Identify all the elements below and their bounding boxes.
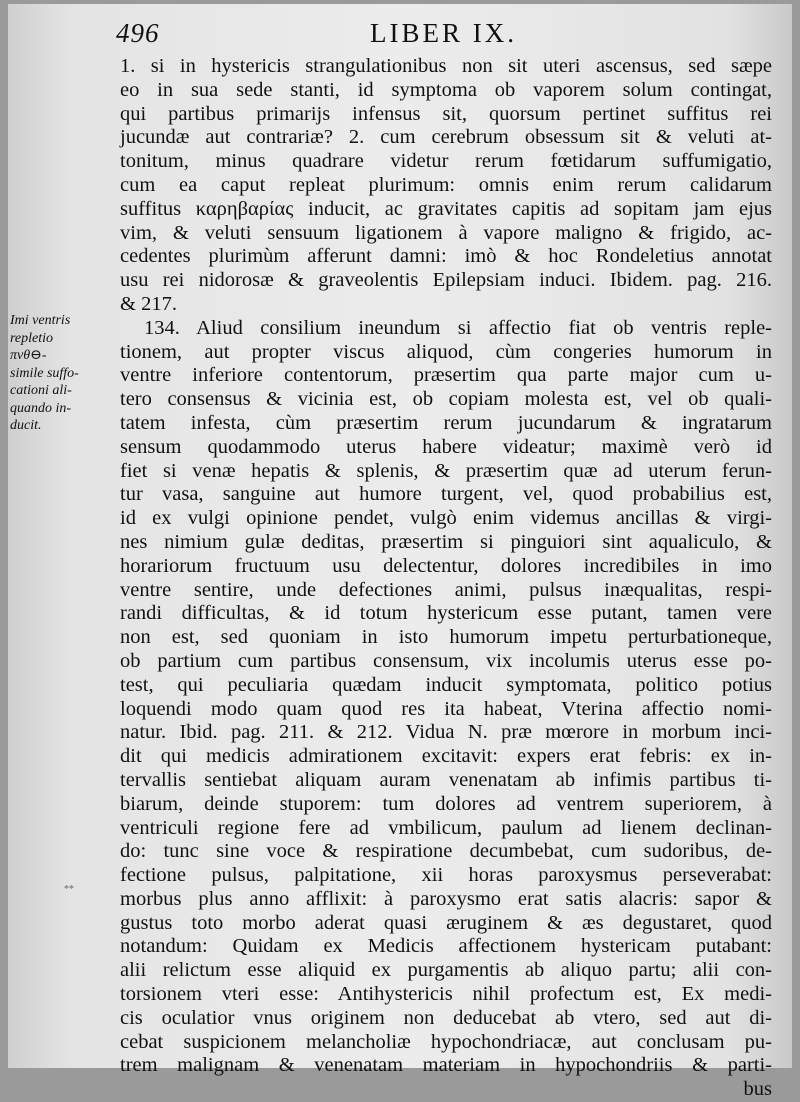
text-line: non est, sed quoniam in isto humorum impetu perturbationeque, — [120, 626, 772, 649]
text-line: ob partium cum partibus consensum, vix incolumis uterus esse po- — [120, 649, 772, 672]
text-line: gustus toto morbo aderat quasi æruginem & æs degustaret, quod — [120, 911, 772, 934]
text-line: 1. si in hystericis strangulationibus non sit uteri ascensus, sed sæpe — [120, 55, 772, 77]
text-line: tonitum, minus quadrare videtur rerum fœtidarum suffumigatio, — [120, 150, 772, 173]
page-number: 496 — [116, 18, 160, 48]
text-line: ventre sentire, unde defectiones animi, pulsus inæqualitas, respi- — [120, 578, 772, 601]
text-line: & 217. — [120, 292, 177, 315]
text-line: tatem infesta, cùm præsertim rerum jucundarum & ingratarum — [120, 411, 772, 434]
text-line: dit qui medicis admirationem excitavit: expers erat febris: ex in- — [120, 745, 772, 768]
text-line: ventre inferiore contentorum, præsertim qua parte major cum u- — [120, 364, 772, 387]
text-line: morbus plus anno afflixit: à paroxysmo erat satis alacris: sapor & — [120, 887, 772, 910]
margin-note — [10, 312, 122, 435]
text-line: horariorum fructuum usu delectentur, dolores incredibiles in imo — [120, 554, 772, 577]
text-line: cis oculatior vnus originem non deducebat ab vtero, sed aut di- — [120, 1006, 772, 1029]
catchword: bus — [743, 1078, 772, 1101]
text-line: fiet si venæ hepatis & splenis, & præsertim quæ ad uterum ferun- — [120, 459, 772, 482]
text-line: tero consensus & vicinia est, ob copiam molesta est, vel ob quali- — [120, 388, 772, 411]
text-line: notandum: Quidam ex Medicis affectionem hystericam putabant: — [120, 935, 772, 958]
text-line: do: tunc sine voce & respiratione decumbebat, cum sudoribus, de- — [120, 840, 772, 863]
text-line: alii relictum esse aliquid ex purgamentis ab aliquo partu; alii con- — [120, 959, 772, 982]
text-line: tionem, aut propter viscus aliquod, cùm congeries humorum in — [120, 340, 772, 363]
text-line: trem malignam & venenatam materiam in hypochondriis & parti- — [120, 1054, 772, 1077]
text-line: cum ea caput repleat plurimum: omnis enim rerum calidarum — [120, 173, 772, 196]
text-line: qui partibus primarijs infensus sit, quorsum pertinet suffitus rei — [120, 102, 772, 125]
text-line: natur. Ibid. pag. 211. & 212. Vidua N. præ mœrore in morbum inci- — [120, 721, 772, 744]
text-line: usu rei nidorosæ & graveolentis Epilepsiam induci. Ibidem. pag. 216. — [120, 269, 772, 292]
margin-note-line: simile suffo- — [10, 365, 79, 381]
text-line: suffitus καρηβαρίας inducit, ac gravitates capitis ad sopitam jam ejus — [120, 197, 772, 220]
text-line: id ex vulgi opinione pendet, vulgò enim videmus ancillas & virgi- — [120, 507, 772, 530]
text-line: eo in sua sede stanti, id symptoma ob vaporem solum contingat, — [120, 78, 772, 101]
margin-note-line: πνθ⊖- — [10, 348, 47, 363]
text-line: vim, & veluti sensuum ligationem à vapore maligno & frigido, ac- — [120, 221, 772, 244]
text-line: jucundæ aut contrariæ? 2. cum cerebrum obsessum sit & veluti at- — [120, 126, 772, 149]
gutter-mark: ** — [64, 884, 74, 895]
text-line: sensum quodammodo uterus habere videatur; maximè verò id — [120, 435, 772, 458]
book-page — [8, 4, 792, 1101]
text-line: tervallis sentiebat aliquam auram venenatam ab infimis partibus ti- — [120, 768, 772, 791]
text-line: test, qui peculiaria quædam inducit symptomata, politico potius — [120, 673, 772, 696]
body-text — [120, 55, 772, 1102]
running-head — [8, 18, 792, 54]
text-line: cedentes plurimùm afferunt damni: imò & hoc Rondeletius annotat — [120, 245, 772, 268]
text-line: tur vasa, sanguine aut humore turgent, vel, quod probabilius est, — [120, 483, 772, 506]
margin-note-line: cationi ali- — [10, 383, 72, 398]
margin-note-line: ducit. — [10, 418, 42, 433]
margin-note-line: Imi ventris — [10, 313, 71, 328]
paragraph-start: 134. Aliud consilium ineundum si affectio fiat ob ventris reple- — [144, 316, 772, 339]
margin-note-line: repletio — [10, 330, 54, 346]
text-line: ventriculi regione fere ad vmbilicum, paulum ad lienem declinan- — [120, 816, 772, 839]
book-title: LIBER IX. — [370, 18, 517, 48]
text-line: biarum, deinde stuporem: tum dolores ad ventrem superiorem, à — [120, 792, 772, 815]
text-line: cebat suspicionem melancholiæ hypochondriacæ, aut conclusam pu- — [120, 1030, 772, 1053]
text-line: torsionem vteri esse: Antihystericis nihil profectum est, Ex medi- — [120, 983, 772, 1006]
margin-note-line: quando in- — [10, 400, 72, 416]
text-line: randi difficultas, & id totum hystericum esse putant, tamen vere — [120, 602, 772, 625]
text-line: fectione pulsus, palpitatione, xii horas paroxysmus perseverabat: — [120, 864, 772, 887]
text-line: loquendi modo quam quod res ita habeat, Vterina affectio nomi- — [120, 697, 772, 720]
text-line: nes nimium gulæ deditas, præsertim si pinguiori sint aqualiculo, & — [120, 530, 772, 553]
